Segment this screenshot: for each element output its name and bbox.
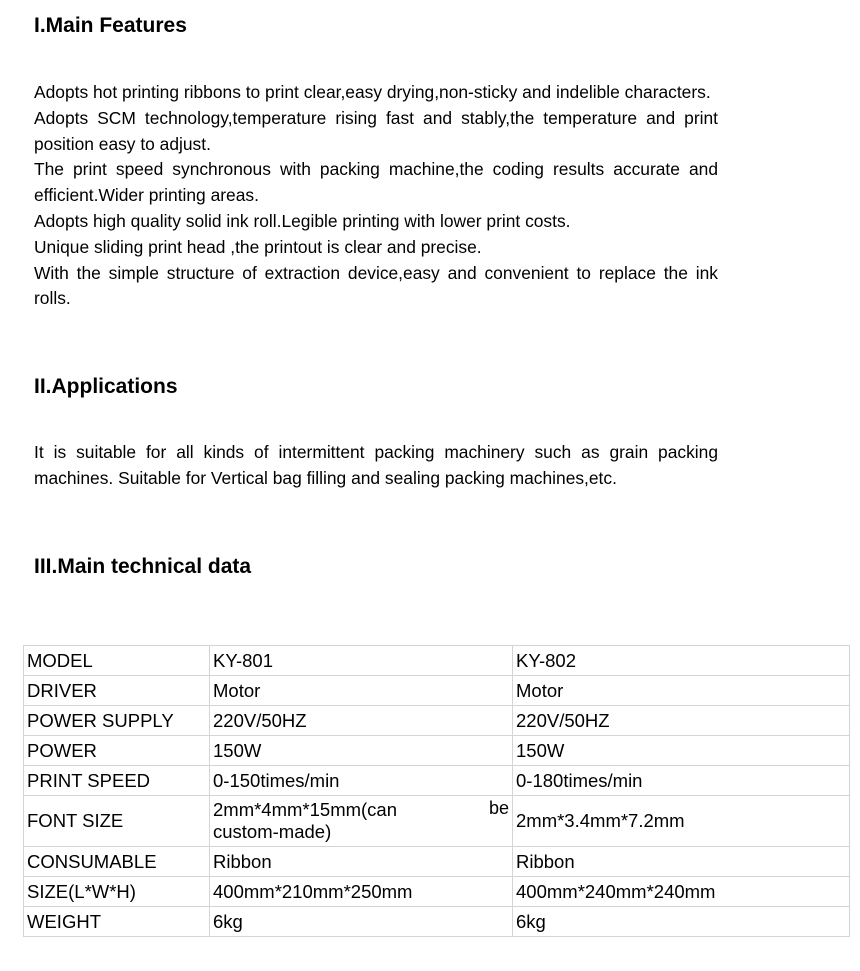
feature-line: Adopts SCM technology,temperature rising fast and stably,the temperature and print position easy to adjust. [34, 107, 718, 154]
spec-value-ky802: 400mm*240mm*240mm [513, 877, 850, 907]
spec-label: PRINT SPEED [24, 766, 210, 796]
spec-value-ky801 [210, 796, 513, 847]
spec-value-ky802: 2mm*3.4mm*7.2mm [513, 796, 850, 847]
spec-value-ky801: 6kg [210, 907, 513, 937]
feature-line: Adopts hot printing ribbons to print clear,easy drying,non-sticky and indelible characters. [34, 82, 711, 102]
font-size-overflow-text: be [488, 798, 509, 818]
applications-text: It is suitable for all kinds of intermittent packing machinery such as grain packing machines. Suitable for Vertical bag filling and sealing packing machines,etc. [34, 442, 718, 488]
main-features-text [34, 80, 718, 312]
spec-value-ky801: 150W [210, 736, 513, 766]
spec-label: WEIGHT [24, 907, 210, 937]
spec-value-ky802: 150W [513, 736, 850, 766]
spec-label: FONT SIZE [24, 796, 210, 847]
table-row [24, 907, 850, 937]
section-heading-applications: II.Applications [34, 375, 178, 398]
table-row [24, 676, 850, 706]
spec-value-ky801: Ribbon [210, 847, 513, 877]
spec-value-ky802: Motor [513, 676, 850, 706]
spec-value-ky802: 220V/50HZ [513, 706, 850, 736]
feature-line: Adopts high quality solid ink roll.Legible printing with lower print costs. [34, 210, 571, 231]
spec-value-ky802: Ribbon [513, 847, 850, 877]
spec-value-ky802: 6kg [513, 907, 850, 937]
feature-line: With the simple structure of extraction device,easy and convenient to replace the ink rolls. [34, 262, 718, 309]
table-row [24, 877, 850, 907]
table-row [24, 736, 850, 766]
spec-label: MODEL [24, 646, 210, 676]
font-size-ky801-text: 2mm*4mm*15mm(can custom-made) [213, 799, 398, 842]
table-row [24, 706, 850, 736]
spec-label: CONSUMABLE [24, 847, 210, 877]
table-row [24, 766, 850, 796]
spec-label: DRIVER [24, 676, 210, 706]
table-row [24, 646, 850, 676]
spec-value-ky802: KY-802 [513, 646, 850, 676]
section-heading-main-features: I.Main Features [34, 14, 187, 37]
spec-value-ky802: 0-180times/min [513, 766, 850, 796]
spec-value-ky801: KY-801 [210, 646, 513, 676]
spec-label: POWER [24, 736, 210, 766]
table-row [24, 796, 850, 847]
spec-value-ky801: 220V/50HZ [210, 706, 513, 736]
spec-label: SIZE(L*W*H) [24, 877, 210, 907]
spec-value-ky801: 400mm*210mm*250mm [210, 877, 513, 907]
spec-label: POWER SUPPLY [24, 706, 210, 736]
technical-data-table [23, 645, 850, 937]
spec-value-ky801: Motor [210, 676, 513, 706]
font-size-cell [213, 799, 509, 843]
table-row [24, 847, 850, 877]
feature-line: The print speed synchronous with packing machine,the coding results accurate and efficient.Wider printing areas. [34, 159, 718, 206]
feature-line: Unique sliding print head ,the printout is clear and precise. [34, 236, 482, 257]
section-heading-technical-data: III.Main technical data [34, 555, 252, 578]
spec-value-ky801: 0-150times/min [210, 766, 513, 796]
